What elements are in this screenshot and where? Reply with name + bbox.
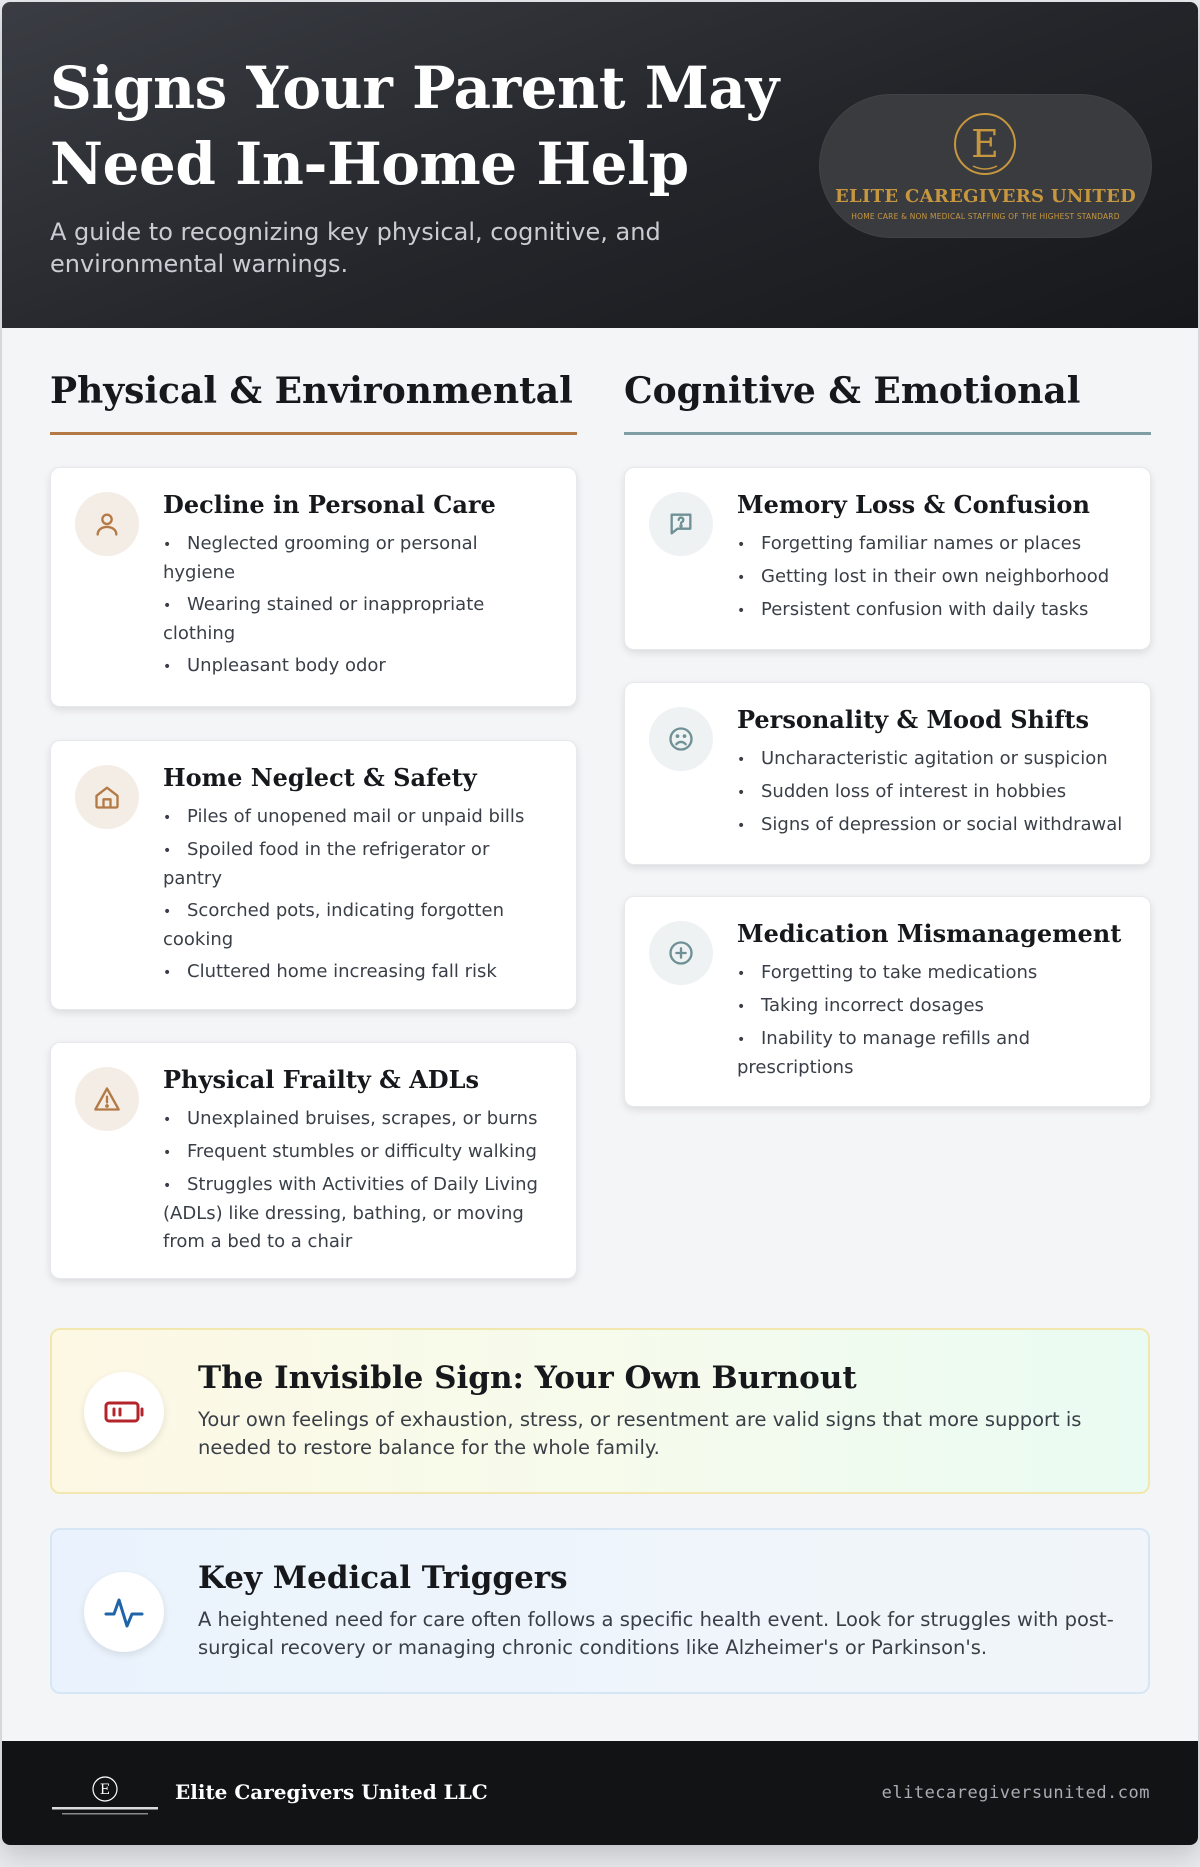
logo-tagline: HOME CARE & NON MEDICAL STAFFING OF THE HIGHEST STANDARD: [851, 212, 1120, 221]
list-item: • Persistent confusion with daily tasks: [737, 596, 1126, 625]
plus-circle-icon: [649, 921, 713, 985]
sign-card: [50, 467, 577, 707]
list-item: • Unexplained bruises, scrapes, or burns: [163, 1105, 552, 1134]
list-item: • Neglected grooming or personal hygiene: [163, 530, 552, 587]
person-icon: [75, 492, 139, 556]
sign-card: [50, 740, 577, 1010]
list-item: • Signs of depression or social withdrawal: [737, 811, 1126, 840]
burnout-text: Your own feelings of exhaustion, stress, or resentment are valid signs that more support is needed to restore balance for the whole family.: [198, 1408, 1082, 1459]
card-title: Physical Frailty & ADLs: [163, 1065, 479, 1094]
column-divider-cognitive: [624, 432, 1151, 435]
sign-card: [624, 467, 1151, 650]
sign-list: [737, 530, 1126, 629]
burnout-callout: [50, 1328, 1150, 1494]
list-item: • Sudden loss of interest in hobbies: [737, 778, 1126, 807]
brand-logo: [819, 94, 1152, 238]
logo-name: ELITE CAREGIVERS UNITED: [834, 186, 1137, 207]
website-link[interactable]: elitecaregiversunited.com: [881, 1783, 1150, 1803]
sign-list: [163, 530, 552, 685]
list-item: • Frequent stumbles or difficulty walking: [163, 1138, 552, 1167]
list-item: • Forgetting familiar names or places: [737, 530, 1126, 559]
card-title: Decline in Personal Care: [163, 490, 496, 519]
list-item: • Getting lost in their own neighborhood: [737, 563, 1126, 592]
list-item: • Uncharacteristic agitation or suspicion: [737, 745, 1126, 774]
page-title: Signs Your Parent May Need In-Home Help: [50, 54, 779, 198]
column-heading-physical: Physical & Environmental: [50, 370, 573, 412]
sign-list: [163, 1105, 552, 1260]
sign-list: [737, 959, 1126, 1086]
card-title: Personality & Mood Shifts: [737, 705, 1090, 734]
sign-list: [737, 745, 1126, 844]
home-icon: [75, 765, 139, 829]
card-title: Home Neglect & Safety: [163, 763, 477, 792]
list-item: • Forgetting to take medications: [737, 959, 1126, 988]
page-subtitle: A guide to recognizing key physical, cognitive, and environmental warnings.: [50, 218, 661, 278]
burnout-title: The Invisible Sign: Your Own Burnout: [198, 1360, 857, 1396]
sign-list: [163, 803, 552, 991]
column-divider-physical: [50, 432, 577, 435]
svg-text:E: E: [99, 1782, 111, 1798]
medical-title: Key Medical Triggers: [198, 1560, 568, 1596]
footer-logo-icon: [50, 1775, 160, 1819]
sign-card: [624, 682, 1151, 865]
list-item: • Spoiled food in the refrigerator or pantry: [163, 836, 552, 893]
heartbeat-icon: [84, 1572, 164, 1652]
sign-card: [624, 896, 1151, 1107]
logo-emblem-icon: [945, 110, 1025, 178]
list-item: • Taking incorrect dosages: [737, 992, 1126, 1021]
list-item: • Scorched pots, indicating forgotten cooking: [163, 897, 552, 954]
header: [2, 2, 1198, 328]
svg-text:E: E: [971, 122, 999, 166]
list-item: • Struggles with Activities of Daily Living (ADLs) like dressing, bathing, or moving from a bed to a chair: [163, 1171, 552, 1256]
medical-triggers-callout: [50, 1528, 1150, 1694]
card-title: Medication Mismanagement: [737, 919, 1122, 948]
list-item: • Wearing stained or inappropriate clothing: [163, 591, 552, 648]
card-title: Memory Loss & Confusion: [737, 490, 1090, 519]
list-item: • Cluttered home increasing fall risk: [163, 958, 552, 987]
sign-card: [50, 1042, 577, 1279]
low-battery-icon: [84, 1372, 164, 1452]
list-item: • Unpleasant body odor: [163, 652, 552, 681]
warning-icon: [75, 1067, 139, 1131]
footer: [2, 1741, 1198, 1845]
list-item: • Inability to manage refills and prescriptions: [737, 1025, 1126, 1082]
medical-text: A heightened need for care often follows a specific health event. Look for struggles with post-surgical recovery or managing chronic conditions like Alzheimer's or Parkinson's.: [198, 1608, 1114, 1659]
column-heading-cognitive: Cognitive & Emotional: [624, 370, 1081, 412]
question-chat-icon: [649, 492, 713, 556]
sad-face-icon: [649, 707, 713, 771]
infographic-page: [2, 2, 1198, 1845]
footer-company-name: Elite Caregivers United LLC: [175, 1780, 488, 1804]
list-item: • Piles of unopened mail or unpaid bills: [163, 803, 552, 832]
